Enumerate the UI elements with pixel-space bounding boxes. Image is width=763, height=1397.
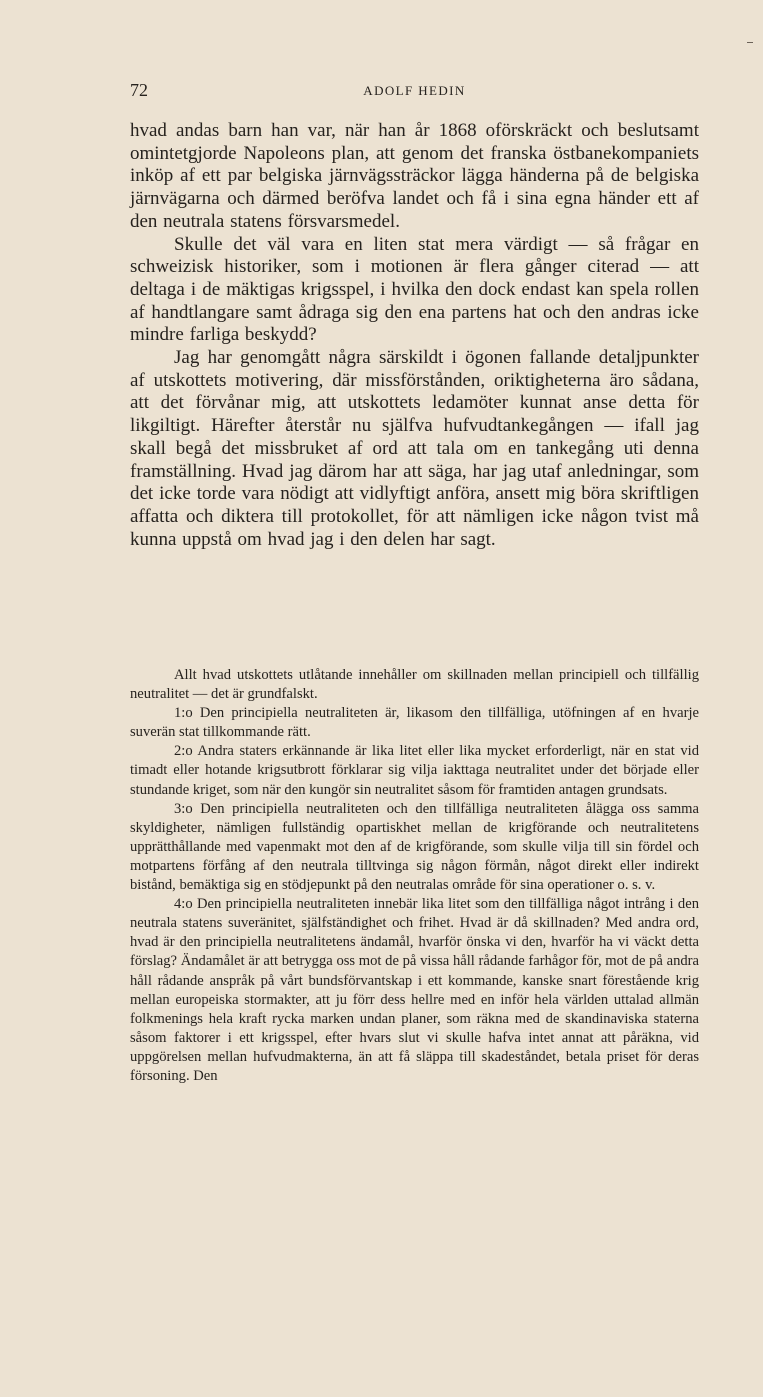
notes-paragraph: 4:o Den principiella neutraliteten innebär lika litet som den tillfälliga något intrång i den neutrala statens suveränitet, själfständighet och frihet. Hvad är då skillnaden? Med andra ord, hvad är den principiella neutralitetens ändamål, hvarför önska vi den, hvarför ha vi väckt detta förslag? Ändamålet är att betrygga oss mot de på vissa håll rådande farhågor för, mot de på andra håll rådande anspråk på vårt bundsförvantskap i ett kommande, kanske snart förestående krig mellan europeiska stormakter, att ju förr dess hellre med en inför hela världen uttalad allmän folkmenings hela kraft rycka marken undan planer, som räkna med de skandinaviska staterna såsom faktorer i ett krigsspel, efter hvars slut vi skulle hafva intet annat att påräkna, vid uppgörelsen mellan hufvudmakterna, än att få släppa till skadeståndet, betala priset för deras försoning. Den bbox=[130, 896, 699, 1084]
notes-paragraph: 1:o Den principiella neutraliteten är, likasom den tillfälliga, utöfningen af en hvarje suverän stat tillkommande rätt. bbox=[130, 705, 699, 741]
main-text bbox=[130, 120, 699, 551]
main-paragraph: hvad andas barn han var, när han år 1868 oförskräckt och beslutsamt omintetgjorde Napoleons plan, att genom det franska östbanekompaniets inköp af ett par belgiska järnvägssträckor lägga händerna på de belgiska järnvägarna och därmed beröfva landet och få i sina egna händer ett af den neutrala statens försvarsmedel. bbox=[130, 120, 699, 232]
page-edge-mark bbox=[747, 42, 753, 43]
page-header bbox=[130, 79, 699, 101]
notes-paragraph: 2:o Andra staters erkännande är lika litet eller lika mycket erforderligt, när en stat vid timadt eller hotande krigsutbrott förklarar sig vilja iakttaga neutralitet under det började eller stundande kriget, som när den kungör sin neutralitet såsom för framtiden antagen grundsats. bbox=[130, 743, 699, 798]
notes-paragraph: Allt hvad utskottets utlåtande innehåller om skillnaden mellan principiell och tillfällig neutralitet — det är grundfalskt. bbox=[130, 667, 699, 703]
running-head: ADOLF HEDIN bbox=[363, 83, 466, 98]
appended-notes bbox=[130, 666, 699, 1086]
page-number: 72 bbox=[130, 80, 148, 100]
main-paragraph: Jag har genomgått några särskildt i ögonen fallande detaljpunkter af utskottets motivering, där missförstånden, oriktigheterna äro sådana, att det förvånar mig, att utskottets ledamöter kunnat anse detta för likgiltigt. Härefter återstår nu själfva hufvudtankegången — ifall jag skall begå det missbruket af ord att tala om en tankegång uti denna framställning. Hvad jag därom har att säga, har jag utaf anledningar, som det icke torde vara nödigt att vidlyftigt anföra, ansett mig böra skriftligen affatta och diktera till protokollet, för att nämligen icke någon tvist må kunna uppstå om hvad jag i den delen har sagt. bbox=[130, 347, 699, 550]
notes-paragraph: 3:o Den principiella neutraliteten och den tillfälliga neutraliteten ålägga oss samma skyldigheter, nämligen fullständig opartiskhet mellan de krigförande och neutralitetens upprätthållande med vapenmakt mot den af de krigförande, som skulle vilja till sin fördel och motpartens förfång af den neutrala tilltvinga sig någon förmån, något direkt eller indirekt bistånd, bemäktiga sig en stödjepunkt på den neutralas område för sina operationer o. s. v. bbox=[130, 800, 699, 894]
main-paragraph: Skulle det väl vara en liten stat mera värdigt — så frågar en schweizisk historiker, som i motionen är flera gånger citerad — att deltaga i de mäktigas krigsspel, i hvilka den dock endast kan spela rollen af handtlangare samt ådraga sig den ena partens hat och den andras icke mindre farliga beskydd? bbox=[130, 233, 699, 346]
